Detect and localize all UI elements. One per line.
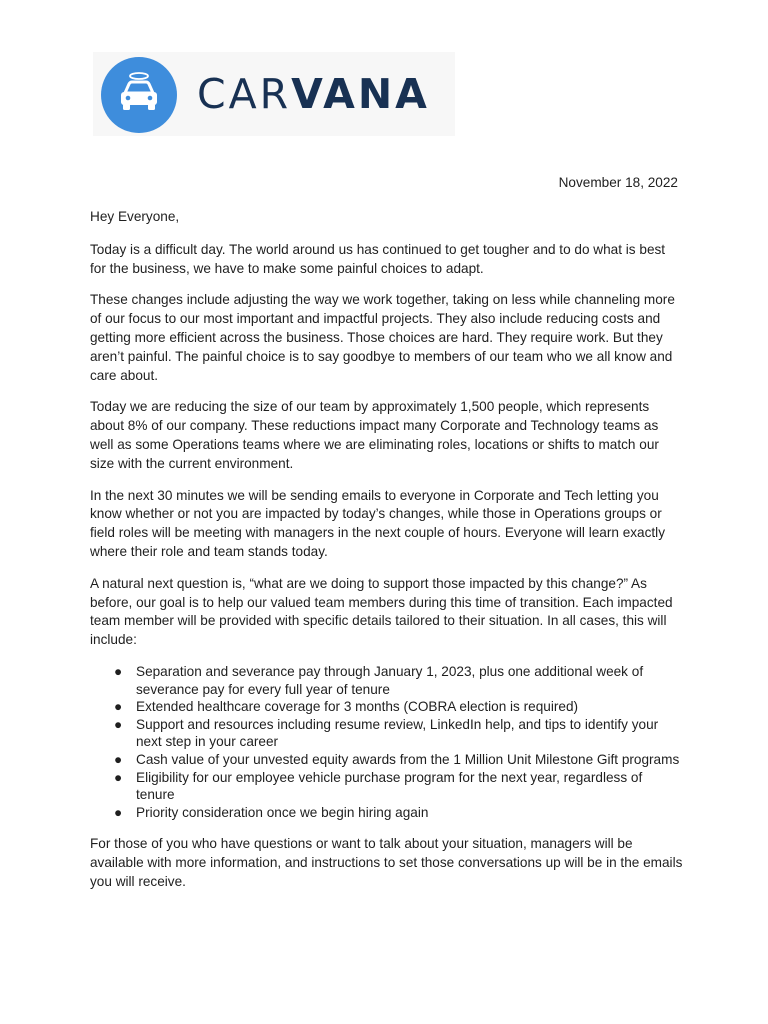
bullet-icon: ● [114, 751, 123, 767]
list-item [114, 663, 684, 698]
car-with-halo-icon [101, 57, 177, 133]
paragraph-4: In the next 30 minutes we will be sending emails to everyone in Corporate and Tech letting you know whether or not you are impacted by today’s changes, while those in Operations groups or field roles will be meeting with managers in the next couple of hours. Everyone will learn exactly where their role and team stands today. [90, 487, 665, 559]
paragraph-1: Today is a difficult day. The world around us has continued to get tougher and to do what is best for the business, we have to make some painful choices to adapt. [90, 241, 666, 276]
paragraph-2: These changes include adjusting the way we work together, taking on less while channeling more of our focus to our most important and impactful projects. They also include reducing costs and getting more efficient across the business. Those choices are hard. They require work. But they aren’t painful. The painful choice is to say goodbye to members of our team who we all know and care about. [90, 292, 675, 383]
list-item [114, 698, 684, 716]
carvana-wordmark [197, 69, 430, 119]
support-list [90, 663, 684, 821]
list-item-text: Extended healthcare coverage for 3 months (COBRA election is required) [136, 699, 579, 715]
bullet-icon: ● [114, 804, 123, 820]
greeting: Hey Everyone, [90, 209, 180, 224]
list-item-text: Support and resources including resume review, LinkedIn help, and tips to identify your next step in your career [136, 716, 659, 750]
bullet-icon: ● [114, 716, 123, 732]
bullet-icon: ● [114, 769, 123, 785]
list-item [114, 804, 684, 822]
list-item-text: Eligibility for our employee vehicle purchase program for the next year, regardless of tenure [136, 769, 643, 803]
list-item-text: Priority consideration once we begin hiring again [136, 804, 429, 820]
list-item [114, 716, 684, 751]
list-item-text: Cash value of your unvested equity awards from the 1 Million Unit Milestone Gift programs [136, 751, 680, 767]
paragraph-5: A natural next question is, “what are we doing to support those impacted by this change?” As before, our goal is to help our valued team members during this time of transition. Each impacted team member will be provided with specific details tailored to their situation. In all cases, this will include: [90, 575, 673, 648]
logo-circle [101, 57, 177, 133]
list-item [114, 769, 684, 804]
closing-paragraph: For those of you who have questions or want to talk about your situation, managers will be available with more information, and instructions to set those conversations up will be in the emails you will receive. [90, 836, 683, 889]
bullet-icon: ● [114, 699, 123, 715]
wordmark-light: CAR [197, 70, 292, 118]
letter-date: November 18, 2022 [558, 175, 678, 190]
wordmark-bold: VANA [291, 70, 430, 118]
letter-body [90, 208, 684, 905]
list-item-text: Separation and severance pay through January 1, 2023, plus one additional week of severance pay for every full year of tenure [136, 663, 644, 697]
bullet-icon: ● [114, 663, 123, 679]
list-item [114, 751, 684, 769]
paragraph-3: Today we are reducing the size of our team by approximately 1,500 people, which represents about 8% of our company. These reductions impact many Corporate and Technology teams as well as some Operations teams where we are eliminating roles, locations or shifts to match our size with the current environment. [90, 399, 659, 471]
carvana-logo [93, 52, 455, 136]
